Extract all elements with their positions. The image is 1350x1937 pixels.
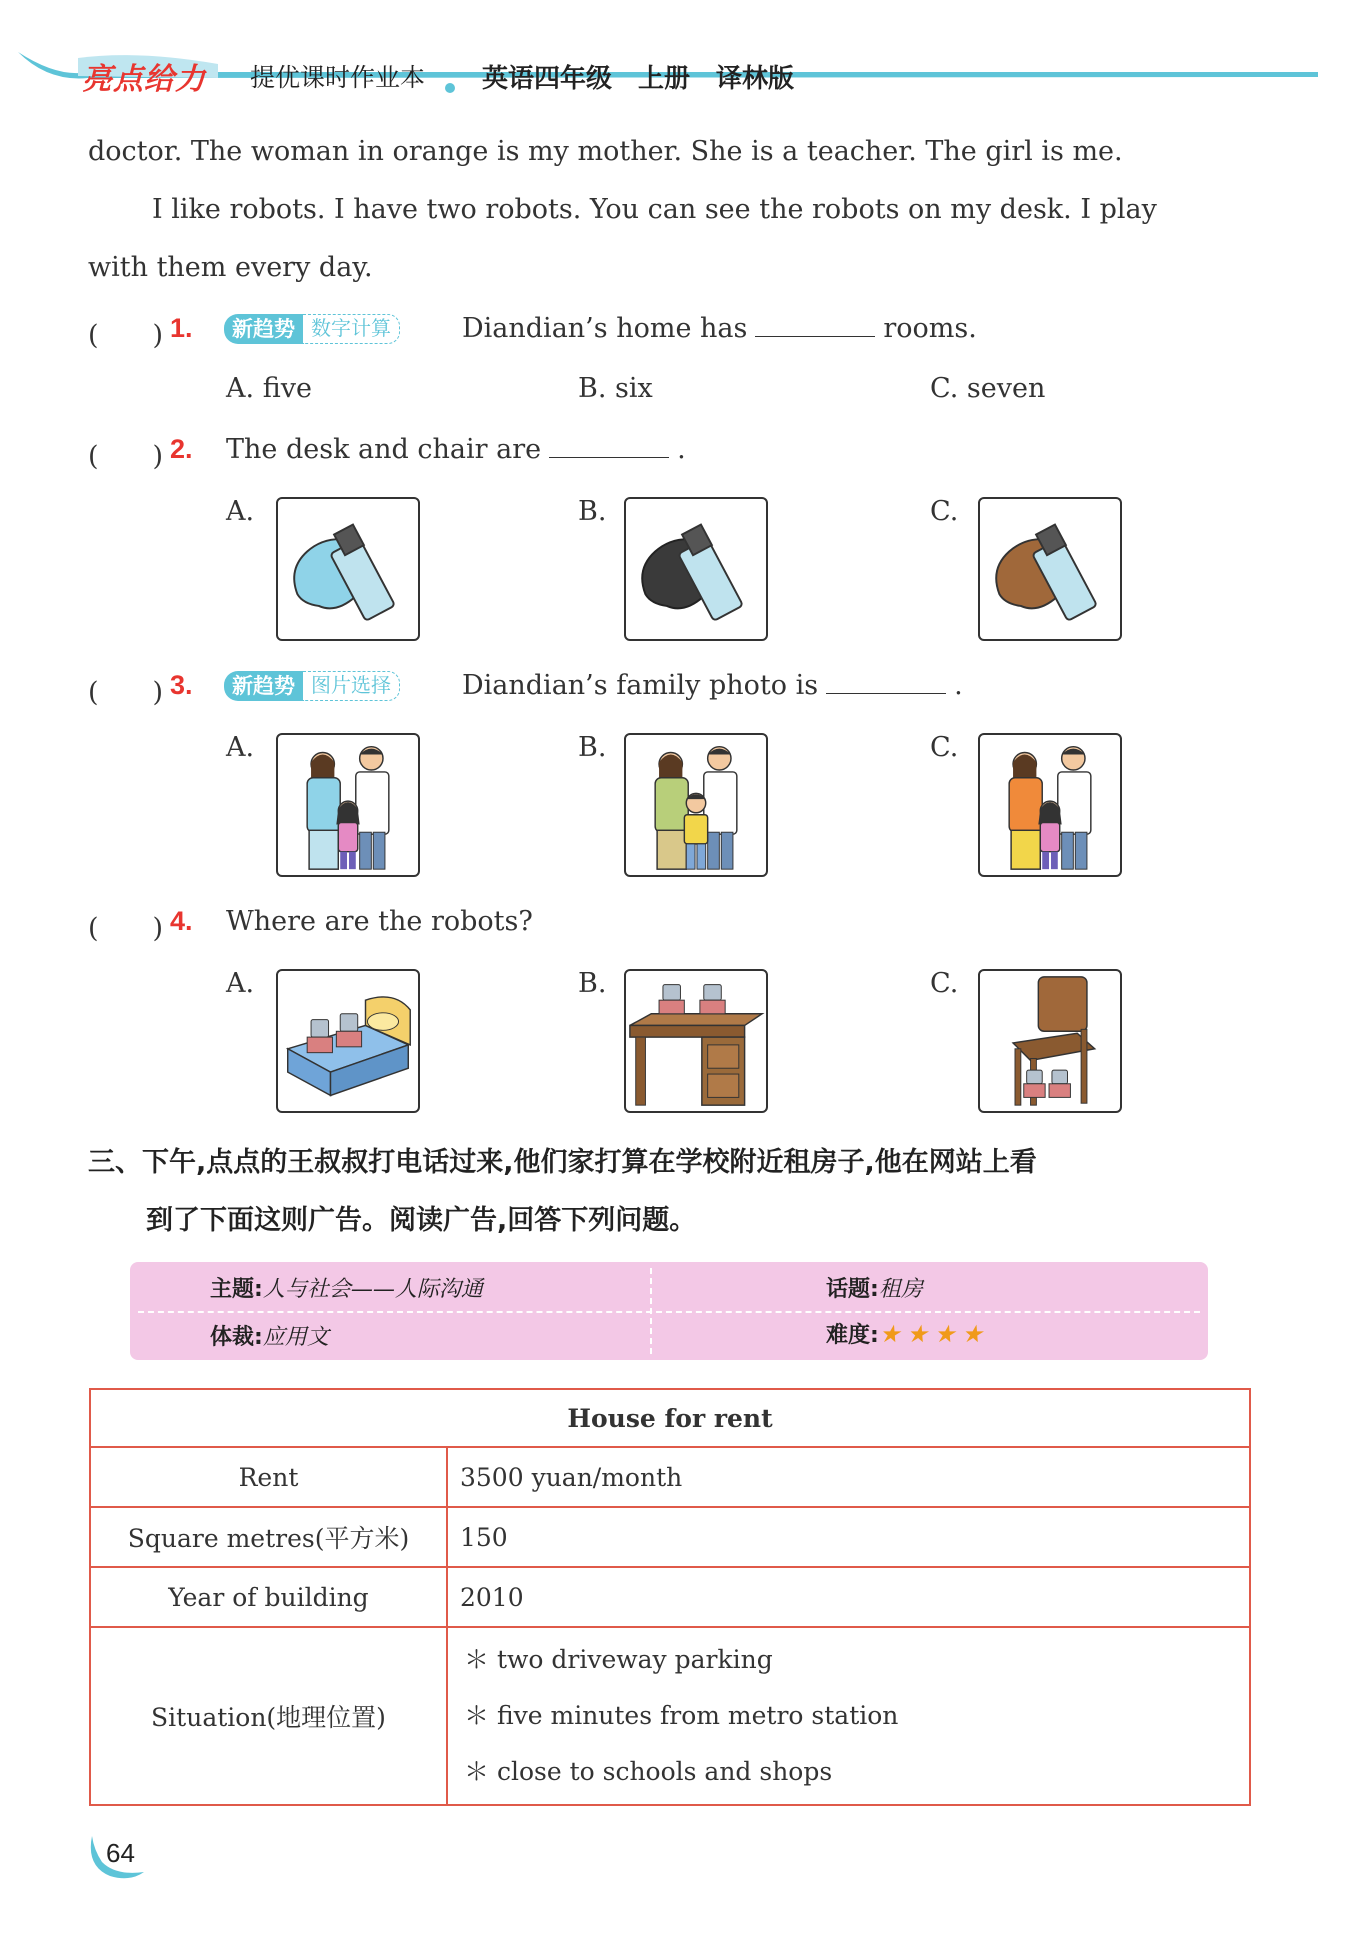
robots-on-desk-icon[interactable] xyxy=(624,969,768,1113)
list-item: ＊ close to schools and shops xyxy=(464,1757,833,1786)
star-icon: ★ xyxy=(878,1320,901,1348)
question-text: Where are the robots? xyxy=(226,906,533,937)
option-a-label[interactable]: A. xyxy=(226,968,255,999)
answer-paren[interactable]: ( ) xyxy=(88,441,164,472)
table-row xyxy=(90,1447,1250,1507)
table-row xyxy=(90,1567,1250,1627)
option-c-label[interactable]: C. xyxy=(930,732,959,763)
option-b-label[interactable]: B. xyxy=(578,732,607,763)
divider xyxy=(138,1311,1200,1313)
passage-line-1: doctor. The woman in orange is my mother. She is a teacher. The girl is me. xyxy=(88,136,1123,167)
table-row xyxy=(90,1507,1250,1567)
answer-blank[interactable] xyxy=(549,436,669,458)
table-row xyxy=(90,1627,1250,1805)
answer-paren[interactable]: ( ) xyxy=(88,677,164,708)
book-subtitle: 提优课时作业本 xyxy=(250,63,426,92)
question-number: 3. xyxy=(170,670,193,700)
trend-tag xyxy=(224,313,400,345)
topic-info-box xyxy=(130,1262,1208,1360)
option-b-label[interactable]: B. xyxy=(578,968,607,999)
option-c[interactable]: C. seven xyxy=(930,373,1046,404)
star-icon: ★ xyxy=(933,1320,956,1348)
answer-paren[interactable]: ( ) xyxy=(88,913,164,944)
row-key: Square metres(平方米) xyxy=(90,1507,447,1567)
robots-on-bed-icon[interactable] xyxy=(276,969,420,1113)
grade-info: 英语四年级 上册 译林版 xyxy=(482,64,795,94)
section-3-instruction-line-2: 到了下面这则广告。阅读广告,回答下列问题。 xyxy=(146,1205,697,1236)
black-paint-icon[interactable] xyxy=(624,497,768,641)
option-a-label[interactable]: A. xyxy=(226,732,255,763)
genre: 体裁:应用文 xyxy=(210,1325,329,1350)
question-text: The desk and chair are . xyxy=(226,434,686,465)
house-for-rent-table xyxy=(89,1388,1251,1806)
row-key: Rent xyxy=(90,1447,447,1507)
star-icon: ★ xyxy=(906,1320,928,1348)
theme: 主题:人与社会——人际沟通 xyxy=(210,1277,483,1302)
family-photo-boy-icon[interactable] xyxy=(624,733,768,877)
answer-paren[interactable]: ( ) xyxy=(88,320,164,351)
trend-tag xyxy=(224,670,400,702)
passage-line-2: I like robots. I have two robots. You can see the robots on my desk. I play xyxy=(152,194,1157,225)
family-photo-orange-mother-icon[interactable] xyxy=(978,733,1122,877)
option-b-label[interactable]: B. xyxy=(578,496,607,527)
row-key: Year of building xyxy=(90,1567,447,1627)
option-b[interactable]: B. six xyxy=(578,373,653,404)
question-text: Diandian’s home has rooms. xyxy=(462,313,977,344)
robots-under-chair-icon[interactable] xyxy=(978,969,1122,1113)
star-icon: ★ xyxy=(961,1320,983,1348)
option-a-label[interactable]: A. xyxy=(226,496,255,527)
passage-line-3: with them every day. xyxy=(88,252,373,283)
tag-sub: 图片选择 xyxy=(303,671,400,701)
answer-blank[interactable] xyxy=(755,315,875,337)
tag-sub: 数字计算 xyxy=(303,314,400,344)
difficulty: 难度:★ ★ ★ ★ xyxy=(826,1318,989,1349)
option-c-label[interactable]: C. xyxy=(930,496,959,527)
list-item: ＊ two driveway parking xyxy=(464,1645,773,1674)
tag-main: 新趋势 xyxy=(224,314,303,344)
section-3-instruction-line-1: 三、下午,点点的王叔叔打电话过来,他们家打算在学校附近租房子,他在网站上看 xyxy=(88,1147,1037,1178)
question-text: Diandian’s family photo is . xyxy=(462,670,963,701)
option-a[interactable]: A. five xyxy=(226,373,312,404)
row-value: 150 xyxy=(447,1507,1250,1567)
question-number: 2. xyxy=(170,434,193,464)
brown-paint-icon[interactable] xyxy=(978,497,1122,641)
tag-main: 新趋势 xyxy=(224,671,303,701)
table-title: House for rent xyxy=(90,1389,1250,1447)
topic: 话题:租房 xyxy=(826,1277,923,1302)
question-number: 4. xyxy=(170,906,193,936)
family-photo-girl-icon[interactable] xyxy=(276,733,420,877)
blue-paint-icon[interactable] xyxy=(276,497,420,641)
row-key: Situation(地理位置) xyxy=(90,1627,447,1805)
answer-blank[interactable] xyxy=(826,672,946,694)
brand-logo: 亮点给力 xyxy=(82,62,206,97)
option-c-label[interactable]: C. xyxy=(930,968,959,999)
situation-list xyxy=(447,1627,1250,1805)
row-value: 3500 yuan/month xyxy=(447,1447,1250,1507)
list-item: ＊ five minutes from metro station xyxy=(464,1701,899,1730)
difficulty-stars xyxy=(878,1320,989,1348)
question-number: 1. xyxy=(170,313,193,343)
row-value: 2010 xyxy=(447,1567,1250,1627)
page-number: 64 xyxy=(106,1838,135,1868)
